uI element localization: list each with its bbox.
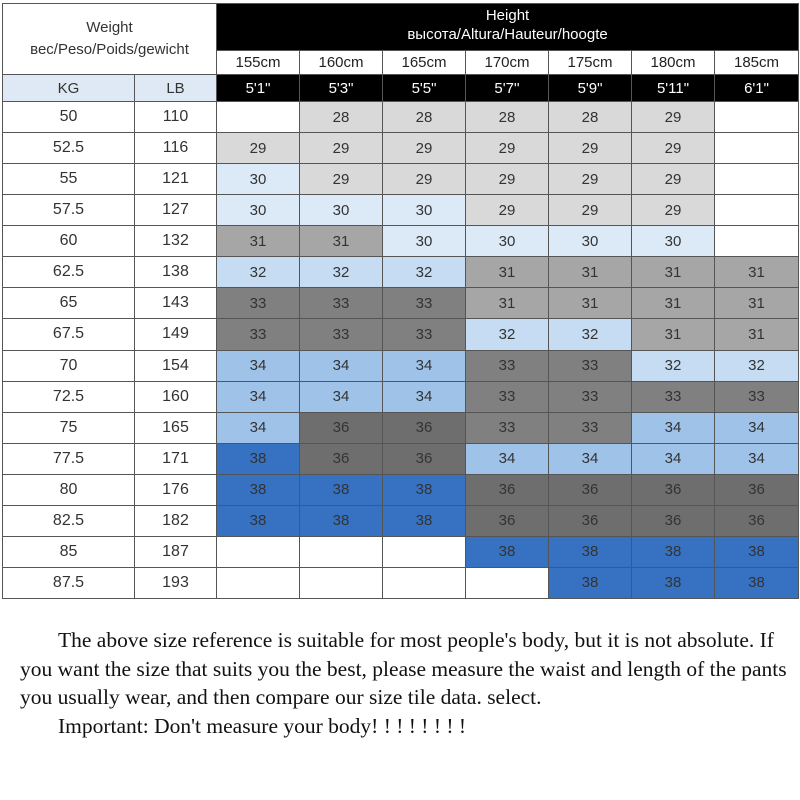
size-cell: 34 (466, 443, 549, 474)
kg-cell: 55 (3, 164, 135, 195)
size-cell (383, 536, 466, 567)
size-cell: 30 (549, 226, 632, 257)
size-cell: 33 (300, 319, 383, 350)
lb-cell: 143 (135, 288, 217, 319)
size-cell: 34 (549, 443, 632, 474)
size-cell: 38 (300, 505, 383, 536)
size-cell: 32 (549, 319, 632, 350)
lb-cell: 187 (135, 536, 217, 567)
size-cell: 36 (300, 412, 383, 443)
lb-cell: 121 (135, 164, 217, 195)
size-cell: 33 (217, 288, 300, 319)
size-cell: 32 (632, 350, 715, 381)
size-cell: 29 (300, 133, 383, 164)
size-cell: 33 (217, 319, 300, 350)
size-cell: 34 (715, 443, 799, 474)
table-row (3, 319, 799, 350)
size-cell: 29 (383, 133, 466, 164)
kg-cell: 67.5 (3, 319, 135, 350)
lb-cell: 165 (135, 412, 217, 443)
size-cell: 38 (383, 474, 466, 505)
table-row (3, 474, 799, 505)
table-row (3, 536, 799, 567)
size-cell: 36 (383, 443, 466, 474)
lb-cell: 171 (135, 443, 217, 474)
height-cm-label: 155cm (217, 51, 300, 75)
size-cell: 31 (715, 319, 799, 350)
height-ft-label: 5'7'' (466, 75, 549, 102)
size-cell: 30 (383, 195, 466, 226)
size-cell: 29 (466, 195, 549, 226)
size-cell: 30 (217, 164, 300, 195)
size-cell: 34 (632, 412, 715, 443)
size-cell: 32 (715, 350, 799, 381)
size-cell: 31 (715, 288, 799, 319)
lb-cell: 160 (135, 381, 217, 412)
size-cell: 38 (217, 505, 300, 536)
kg-cell: 85 (3, 536, 135, 567)
height-cm-label: 175cm (549, 51, 632, 75)
size-note (20, 626, 790, 740)
size-cell (383, 567, 466, 598)
height-ft-label: 6'1" (715, 75, 799, 102)
kg-cell: 65 (3, 288, 135, 319)
size-cell: 34 (300, 381, 383, 412)
size-cell: 31 (632, 319, 715, 350)
lb-cell: 176 (135, 474, 217, 505)
table-row (3, 443, 799, 474)
kg-cell: 50 (3, 102, 135, 133)
lb-cell: 182 (135, 505, 217, 536)
size-cell: 30 (383, 226, 466, 257)
kg-column-header: KG (3, 75, 135, 102)
height-cm-label: 165cm (383, 51, 466, 75)
size-cell: 38 (549, 567, 632, 598)
height-header (217, 4, 799, 51)
size-cell: 28 (383, 102, 466, 133)
size-chart-table (2, 3, 799, 599)
kg-cell: 70 (3, 350, 135, 381)
table-row (3, 164, 799, 195)
lb-cell: 193 (135, 567, 217, 598)
height-ft-label: 5'9" (549, 75, 632, 102)
size-cell: 34 (217, 412, 300, 443)
size-cell: 33 (715, 381, 799, 412)
note-warning: Important: Don't measure your body! ! ! ! ! ! ! ! (58, 713, 467, 738)
size-cell: 36 (549, 505, 632, 536)
size-cell: 33 (549, 381, 632, 412)
lb-cell: 127 (135, 195, 217, 226)
size-cell: 36 (466, 474, 549, 505)
size-cell: 31 (549, 288, 632, 319)
height-subtitle: высота/Altura/Hauteur/hoogte (407, 26, 608, 43)
size-cell: 32 (383, 257, 466, 288)
height-ft-label: 5'1" (217, 75, 300, 102)
lb-cell: 138 (135, 257, 217, 288)
size-cell: 28 (466, 102, 549, 133)
table-row (3, 195, 799, 226)
size-cell: 38 (632, 567, 715, 598)
size-cell (715, 164, 799, 195)
size-cell: 31 (632, 288, 715, 319)
height-title: Height (485, 7, 530, 24)
size-cell: 31 (715, 257, 799, 288)
lb-cell: 110 (135, 102, 217, 133)
table-row (3, 102, 799, 133)
size-cell: 33 (383, 319, 466, 350)
size-cell (715, 133, 799, 164)
kg-cell: 77.5 (3, 443, 135, 474)
size-cell: 28 (549, 102, 632, 133)
size-cell: 34 (632, 443, 715, 474)
size-cell: 36 (466, 505, 549, 536)
table-row (3, 257, 799, 288)
table-row (3, 567, 799, 598)
height-cm-label: 185cm (715, 51, 799, 75)
kg-cell: 60 (3, 226, 135, 257)
size-cell: 33 (383, 288, 466, 319)
height-ft-label: 5'11" (632, 75, 715, 102)
size-cell: 36 (549, 474, 632, 505)
size-cell: 30 (632, 226, 715, 257)
height-ft-label: 5'3" (300, 75, 383, 102)
size-cell: 38 (715, 567, 799, 598)
size-cell: 33 (300, 288, 383, 319)
size-cell (715, 102, 799, 133)
lb-cell: 149 (135, 319, 217, 350)
height-cm-label: 180cm (632, 51, 715, 75)
size-cell: 31 (466, 257, 549, 288)
lb-column-header: LB (135, 75, 217, 102)
size-cell: 30 (300, 195, 383, 226)
height-cm-label: 170cm (466, 51, 549, 75)
size-cell: 32 (217, 257, 300, 288)
size-cell: 38 (466, 536, 549, 567)
size-cell: 31 (300, 226, 383, 257)
size-cell: 36 (632, 474, 715, 505)
size-cell: 38 (300, 474, 383, 505)
height-cm-label: 160cm (300, 51, 383, 75)
size-cell: 34 (383, 381, 466, 412)
table-row (3, 133, 799, 164)
size-cell: 34 (217, 350, 300, 381)
size-cell: 38 (217, 443, 300, 474)
size-cell: 29 (217, 133, 300, 164)
size-cell (466, 567, 549, 598)
lb-cell: 116 (135, 133, 217, 164)
size-cell: 28 (300, 102, 383, 133)
size-cell: 29 (549, 164, 632, 195)
height-ft-label: 5'5" (383, 75, 466, 102)
kg-cell: 62.5 (3, 257, 135, 288)
size-cell: 34 (300, 350, 383, 381)
kg-cell: 52.5 (3, 133, 135, 164)
size-cell: 38 (715, 536, 799, 567)
size-cell (300, 536, 383, 567)
size-cell: 29 (632, 102, 715, 133)
note-paragraph: The above size reference is suitable for most people's body, but it is not absolute. If you want the size that suits you the best, please measure the waist and length of the pants you usually wear, and then compare our size tile data. select. (20, 628, 787, 709)
size-cell: 32 (300, 257, 383, 288)
lb-cell: 132 (135, 226, 217, 257)
size-cell: 38 (632, 536, 715, 567)
lb-cell: 154 (135, 350, 217, 381)
size-cell (217, 567, 300, 598)
size-cell: 38 (549, 536, 632, 567)
size-cell: 32 (466, 319, 549, 350)
size-cell: 38 (217, 474, 300, 505)
size-cell: 29 (300, 164, 383, 195)
size-cell (217, 536, 300, 567)
size-cell: 36 (715, 474, 799, 505)
table-row (3, 288, 799, 319)
size-cell: 38 (383, 505, 466, 536)
size-cell: 29 (466, 133, 549, 164)
size-cell: 30 (217, 195, 300, 226)
size-cell: 33 (466, 350, 549, 381)
table-row (3, 226, 799, 257)
kg-cell: 57.5 (3, 195, 135, 226)
size-cell: 33 (549, 412, 632, 443)
kg-cell: 80 (3, 474, 135, 505)
size-cell: 33 (549, 350, 632, 381)
size-cell (300, 567, 383, 598)
kg-cell: 72.5 (3, 381, 135, 412)
table-row (3, 381, 799, 412)
size-cell: 33 (632, 381, 715, 412)
size-cell: 30 (466, 226, 549, 257)
kg-cell: 82.5 (3, 505, 135, 536)
size-cell: 36 (383, 412, 466, 443)
height-ft-row (3, 75, 799, 102)
size-cell: 34 (715, 412, 799, 443)
size-cell: 36 (300, 443, 383, 474)
size-cell: 33 (466, 381, 549, 412)
size-cell (217, 102, 300, 133)
size-cell: 29 (549, 195, 632, 226)
size-cell: 29 (383, 164, 466, 195)
size-cell: 31 (217, 226, 300, 257)
size-cell: 31 (549, 257, 632, 288)
size-cell: 33 (466, 412, 549, 443)
weight-title: Weight (86, 19, 133, 37)
weight-subtitle: вес/Peso/Poids/gewicht (30, 41, 189, 59)
size-cell: 29 (466, 164, 549, 195)
size-cell (715, 226, 799, 257)
size-cell: 29 (632, 195, 715, 226)
size-cell: 36 (632, 505, 715, 536)
size-cell (715, 195, 799, 226)
kg-cell: 87.5 (3, 567, 135, 598)
size-cell: 29 (632, 164, 715, 195)
size-cell: 34 (383, 350, 466, 381)
table-row (3, 505, 799, 536)
size-cell: 31 (632, 257, 715, 288)
size-cell: 29 (632, 133, 715, 164)
size-cell: 31 (466, 288, 549, 319)
weight-header (3, 4, 217, 75)
size-cell: 34 (217, 381, 300, 412)
size-cell: 36 (715, 505, 799, 536)
table-row (3, 350, 799, 381)
kg-cell: 75 (3, 412, 135, 443)
table-row (3, 412, 799, 443)
size-cell: 29 (549, 133, 632, 164)
